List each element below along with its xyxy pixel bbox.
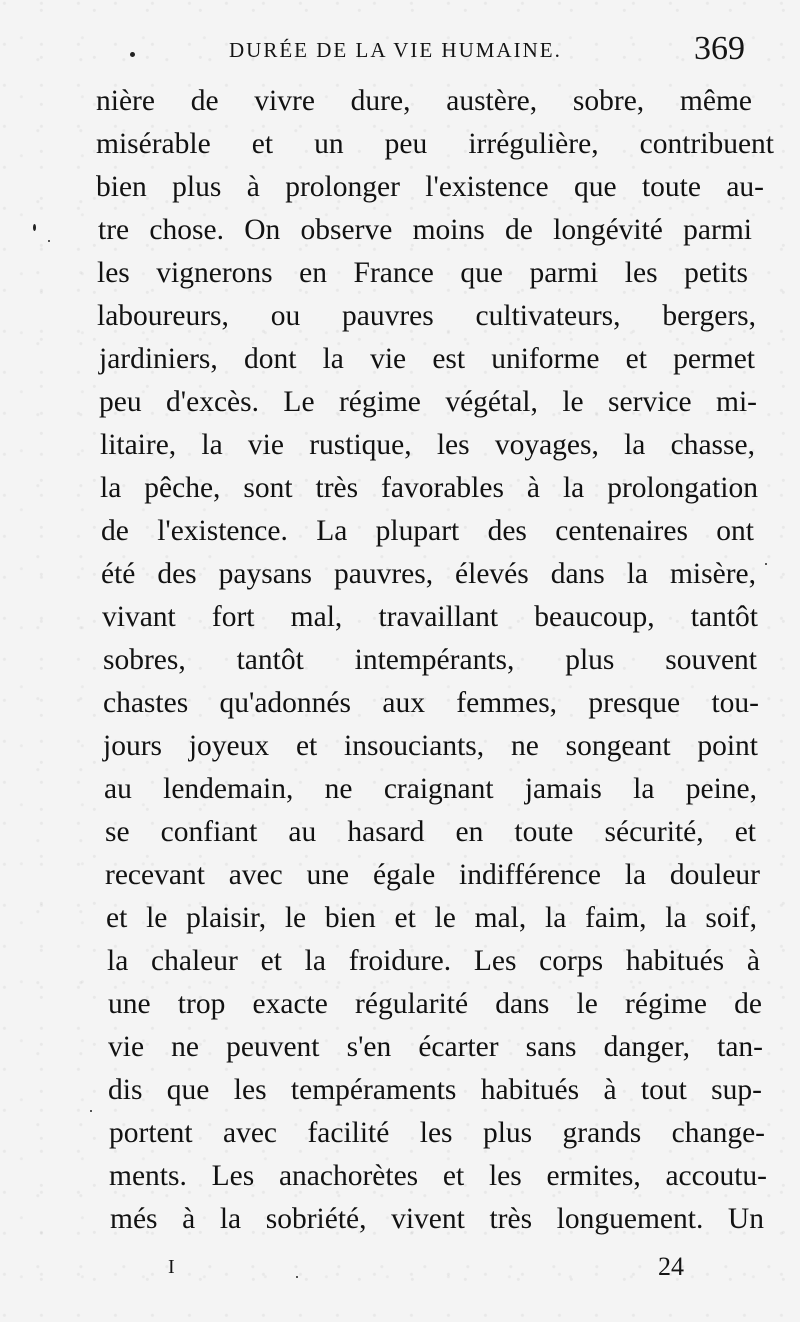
text-line: vie ne peuvent s'en écarter sans danger, tan-	[108, 1031, 763, 1063]
text-line: une trop exacte régularité dans le régime de	[108, 988, 762, 1020]
signature-mark: I	[168, 1256, 175, 1278]
page-number: 369	[694, 30, 745, 67]
text-line: ments. Les anachorètes et les ermites, accoutu-	[109, 1160, 767, 1192]
text-line: et le plaisir, le bien et le mal, la faim, la soif,	[106, 902, 757, 934]
text-line: jardiniers, dont la vie est uniforme et permet	[99, 343, 755, 375]
text-line: bien plus à prolonger l'existence que toute au-	[96, 171, 764, 203]
text-line: été des paysans pauvres, élevés dans la misère,	[101, 558, 756, 590]
text-line: nière de vivre dure, austère, sobre, même	[96, 85, 752, 117]
page-footer	[0, 1252, 800, 1286]
text-line: la chaleur et la froidure. Les corps habitués à	[107, 945, 760, 977]
ink-speck	[33, 224, 36, 231]
text-line: se confiant au hasard en toute sécurité, et	[105, 816, 756, 848]
signature-number: 24	[658, 1252, 684, 1281]
text-line: vivant fort mal, travaillant beaucoup, tantôt	[102, 601, 758, 633]
text-line: portent avec facilité les plus grands change-	[109, 1117, 765, 1149]
text-line: jours joyeux et insouciants, ne songeant point	[103, 730, 758, 762]
text-line: més à la sobriété, vivent très longuement. Un	[110, 1203, 764, 1235]
text-line: de l'existence. La plupart des centenaires ont	[101, 515, 754, 547]
ink-speck	[90, 1110, 92, 1112]
text-line: la pêche, sont très favorables à la prolongation	[100, 472, 758, 504]
text-line: les vignerons en France que parmi les petits	[97, 257, 748, 289]
ink-speck	[296, 1276, 298, 1278]
running-head-title: DURÉE DE LA VIE HUMAINE.	[229, 38, 562, 62]
text-line: peu d'excès. Le régime végétal, le service mi-	[99, 386, 757, 418]
text-line: dis que les tempéraments habitués à tout sup-	[108, 1074, 762, 1106]
text-line: misérable et un peu irrégulière, contribuent	[96, 128, 774, 160]
ink-speck	[130, 52, 135, 57]
text-line: au lendemain, ne craignant jamais la peine,	[104, 773, 757, 805]
running-head	[0, 30, 800, 74]
text-line: sobres, tantôt intempérants, plus souvent	[103, 644, 757, 676]
text-line: chastes qu'adonnés aux femmes, presque tou-	[103, 687, 759, 719]
text-line: recevant avec une égale indifférence la douleur	[105, 859, 760, 891]
text-line: litaire, la vie rustique, les voyages, la chasse,	[100, 429, 755, 461]
ink-speck	[765, 563, 767, 565]
ink-speck	[48, 240, 50, 242]
text-line: laboureurs, ou pauvres cultivateurs, bergers,	[97, 300, 756, 332]
text-line: tre chose. On observe moins de longévité parmi	[98, 214, 752, 246]
